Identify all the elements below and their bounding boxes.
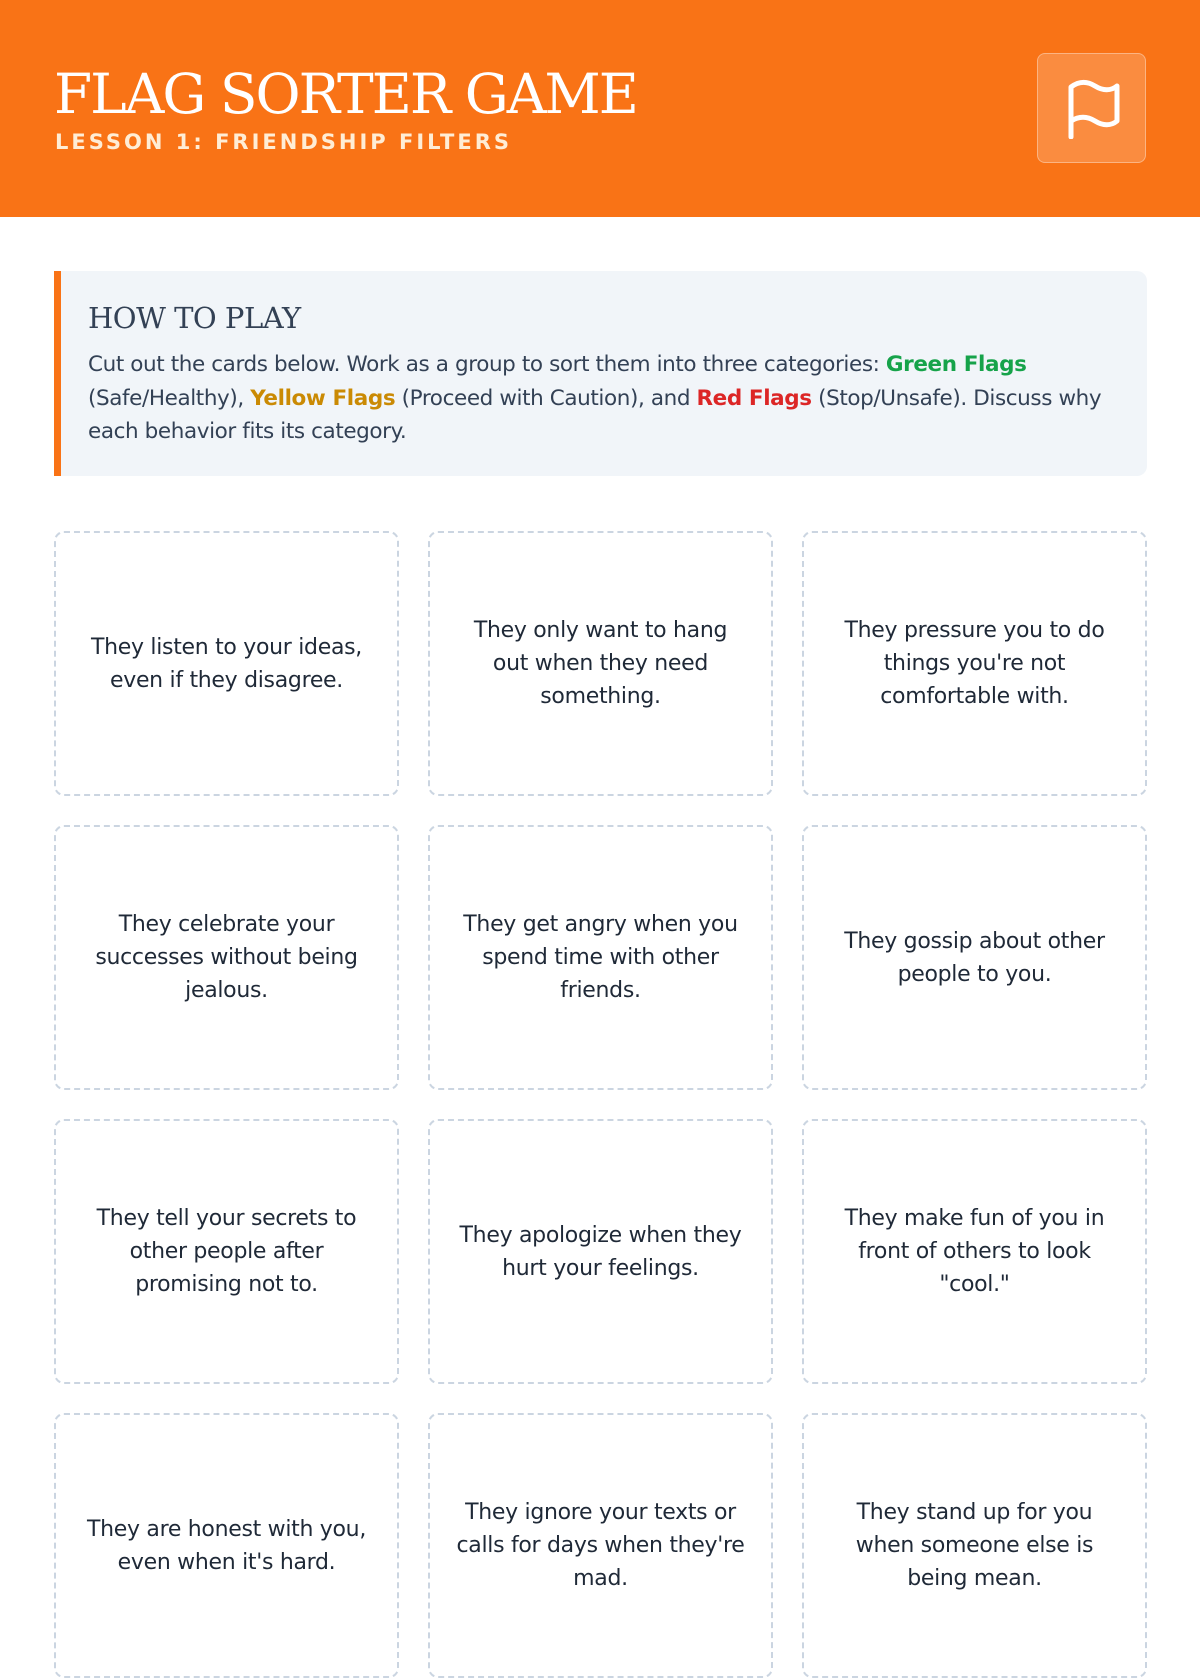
behavior-card <box>802 825 1147 1090</box>
yellow-flags-label: Yellow Flags <box>250 385 396 411</box>
page-title: FLAG SORTER GAME <box>54 62 637 126</box>
card-text: They make fun of you in front of others to look "cool." <box>844 1206 1105 1297</box>
card-text: They pressure you to do things you're not comfortable with. <box>844 618 1105 709</box>
behavior-card <box>54 825 399 1090</box>
behavior-card <box>428 1119 773 1384</box>
instructions-intro: Cut out the cards below. Work as a group to sort them into three categories: <box>88 352 886 377</box>
card-text: They stand up for you when someone else is being mean. <box>855 1500 1094 1591</box>
card-text: They listen to your ideas, even if they disagree. <box>90 634 362 693</box>
card-text: They gossip about other people to you. <box>844 928 1105 987</box>
behavior-card <box>802 1413 1147 1678</box>
behavior-card <box>54 1413 399 1678</box>
behavior-card <box>428 531 773 796</box>
green-flags-label: Green Flags <box>885 352 1027 377</box>
instructions-red-desc: (Stop/Unsafe). Discuss why each behavior fits its category. <box>88 385 1102 444</box>
page-header <box>0 0 1200 217</box>
behavior-card <box>802 531 1147 796</box>
behavior-card <box>54 1119 399 1384</box>
card-text: They only want to hang out when they need something. <box>473 618 728 709</box>
flag-badge <box>1037 53 1146 163</box>
how-to-play-text <box>88 348 1119 449</box>
card-text: They celebrate your successes without being jealous. <box>95 912 358 1003</box>
behavior-card <box>802 1119 1147 1384</box>
page-subtitle: LESSON 1: FRIENDSHIP FILTERS <box>55 130 513 154</box>
how-to-play-box <box>54 271 1147 476</box>
red-flags-label: Red Flags <box>696 385 812 411</box>
how-to-play-title: HOW TO PLAY <box>88 301 301 335</box>
behavior-card <box>428 1413 773 1678</box>
card-grid <box>54 531 1147 1678</box>
instructions-green-desc: (Safe/Healthy), <box>88 385 251 411</box>
card-text: They apologize when they hurt your feelings. <box>459 1222 742 1281</box>
behavior-card <box>428 825 773 1090</box>
card-text: They ignore your texts or calls for days when they're mad. <box>456 1500 745 1591</box>
card-text: They are honest with you, even when it's hard. <box>86 1516 367 1575</box>
flag-icon <box>1065 79 1121 139</box>
card-text: They get angry when you spend time with other friends. <box>463 912 738 1003</box>
card-text: They tell your secrets to other people after promising not to. <box>96 1206 357 1297</box>
behavior-card <box>54 531 399 796</box>
instructions-yellow-desc: (Proceed with Caution), and <box>395 385 697 411</box>
